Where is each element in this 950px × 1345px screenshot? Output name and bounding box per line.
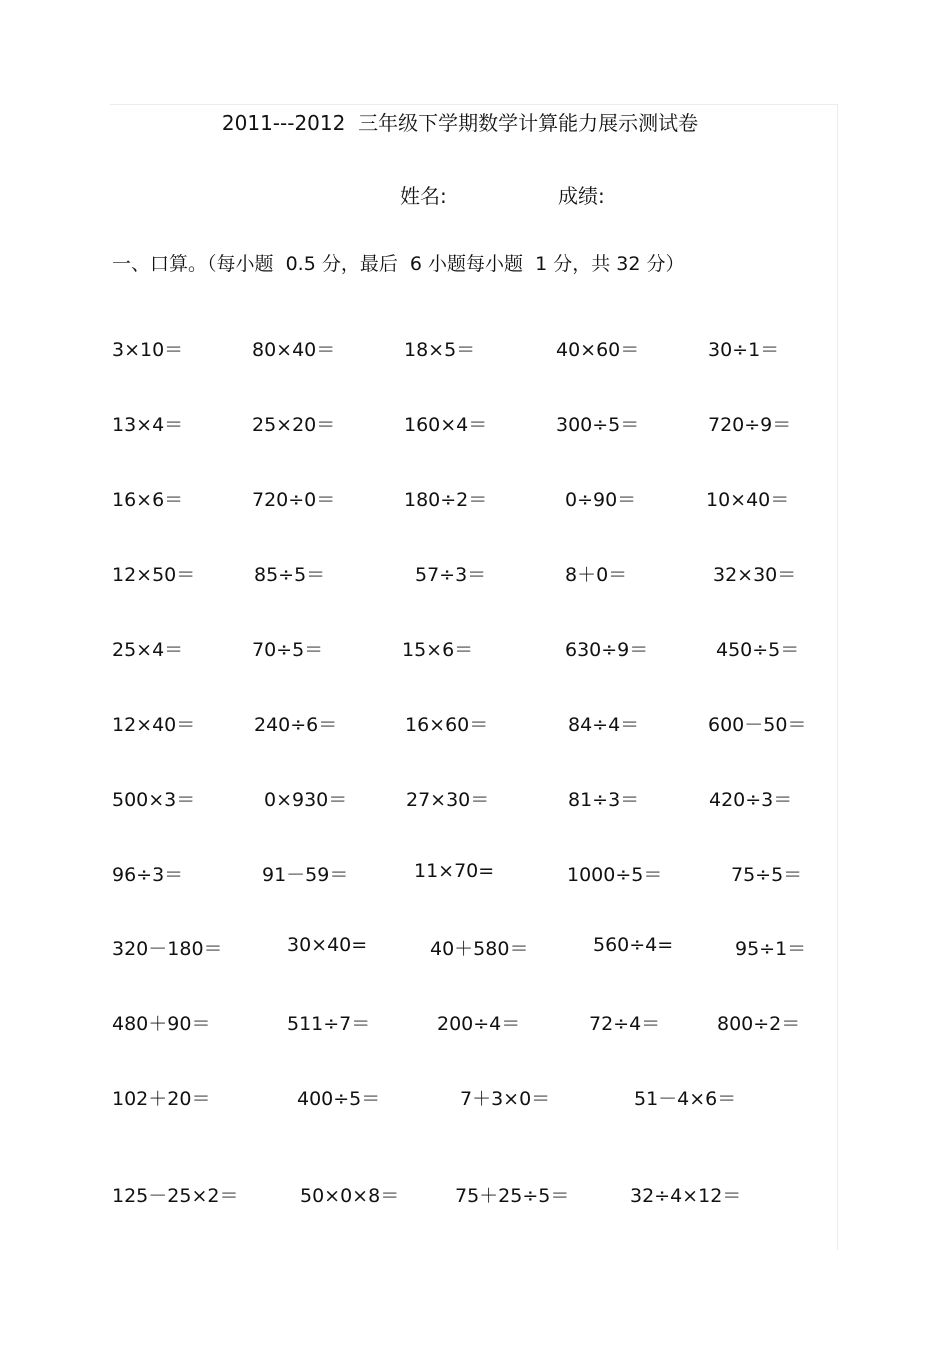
problem-item: 125－25×2＝ — [112, 1185, 239, 1207]
problem-item: 450÷5＝ — [716, 639, 800, 661]
problem-item: 0×930＝ — [264, 789, 348, 811]
problem-item: 10×40＝ — [706, 489, 790, 511]
problem-item: 95÷1＝ — [735, 938, 807, 960]
problem-item: 91－59＝ — [262, 864, 349, 886]
problem-item: 32÷4×12＝ — [630, 1185, 742, 1207]
problem-item: 11×70= — [414, 860, 495, 882]
problem-row — [0, 560, 950, 588]
problem-item: 630÷9＝ — [565, 639, 649, 661]
problem-item: 160×4＝ — [404, 414, 488, 436]
problem-item: 16×6＝ — [112, 489, 184, 511]
problem-item: 511÷7＝ — [287, 1013, 371, 1035]
problem-item: 85÷5＝ — [254, 564, 326, 586]
problem-row — [0, 1181, 950, 1209]
problem-item: 25×20＝ — [252, 414, 336, 436]
problem-item: 400÷5＝ — [297, 1088, 381, 1110]
problem-item: 75÷5＝ — [731, 864, 803, 886]
problem-item: 57÷3＝ — [415, 564, 487, 586]
problem-item: 480＋90＝ — [112, 1013, 211, 1035]
problem-item: 84÷4＝ — [568, 714, 640, 736]
problem-item: 240÷6＝ — [254, 714, 338, 736]
problem-item: 70÷5＝ — [252, 639, 324, 661]
problem-item: 75＋25÷5＝ — [455, 1185, 570, 1207]
problem-item: 16×60＝ — [405, 714, 489, 736]
problem-item: 102＋20＝ — [112, 1088, 211, 1110]
problem-item: 420÷3＝ — [709, 789, 793, 811]
problem-row — [0, 1009, 950, 1037]
problem-item: 720÷0＝ — [252, 489, 336, 511]
problem-item: 30×40= — [287, 934, 368, 956]
problem-item: 3×10＝ — [112, 339, 184, 361]
problem-item: 7＋3×0＝ — [460, 1088, 551, 1110]
problem-item: 32×30＝ — [713, 564, 797, 586]
page-border-top — [110, 104, 838, 105]
problem-row — [0, 860, 950, 888]
problem-item: 320－180＝ — [112, 938, 223, 960]
problem-item: 600－50＝ — [708, 714, 807, 736]
page-title: 2011---2012 三年级下学期数学计算能力展示测试卷 — [221, 111, 699, 135]
problem-item: 18×5＝ — [404, 339, 476, 361]
problem-item: 12×50＝ — [112, 564, 196, 586]
problem-row — [0, 934, 950, 962]
problem-item: 72÷4＝ — [589, 1013, 661, 1035]
problem-item: 25×4＝ — [112, 639, 184, 661]
score-field-label: 成绩: — [558, 184, 605, 208]
problem-row — [0, 1084, 950, 1112]
problem-item: 8＋0＝ — [565, 564, 628, 586]
problem-row — [0, 335, 950, 363]
problem-item: 30÷1＝ — [708, 339, 780, 361]
problem-item: 81÷3＝ — [568, 789, 640, 811]
problem-item: 0÷90＝ — [565, 489, 637, 511]
problem-item: 40×60＝ — [556, 339, 640, 361]
problem-item: 80×40＝ — [252, 339, 336, 361]
problem-item: 96÷3＝ — [112, 864, 184, 886]
section-heading-oral-calculation: 一、口算。（每小题 0.5 分，最后 6 小题每小题 1 分，共 32 分） — [112, 253, 685, 275]
problem-item: 27×30＝ — [406, 789, 490, 811]
problem-item: 40＋580＝ — [430, 938, 529, 960]
problem-item: 12×40＝ — [112, 714, 196, 736]
problem-item: 800÷2＝ — [717, 1013, 801, 1035]
problem-row — [0, 485, 950, 513]
problem-item: 180÷2＝ — [404, 489, 488, 511]
problem-item: 51－4×6＝ — [634, 1088, 737, 1110]
problem-item: 13×4＝ — [112, 414, 184, 436]
page-border-right — [837, 104, 838, 1250]
problem-item: 720÷9＝ — [708, 414, 792, 436]
problem-row — [0, 710, 950, 738]
problem-item: 500×3＝ — [112, 789, 196, 811]
problem-item: 15×6＝ — [402, 639, 474, 661]
problem-item: 50×0×8＝ — [300, 1185, 400, 1207]
problem-row — [0, 410, 950, 438]
problem-row — [0, 785, 950, 813]
problem-item: 560÷4= — [593, 934, 674, 956]
problem-item: 200÷4＝ — [437, 1013, 521, 1035]
name-field-label: 姓名: — [400, 184, 447, 208]
problem-row — [0, 635, 950, 663]
problem-item: 300÷5＝ — [556, 414, 640, 436]
problem-item: 1000÷5＝ — [567, 864, 663, 886]
